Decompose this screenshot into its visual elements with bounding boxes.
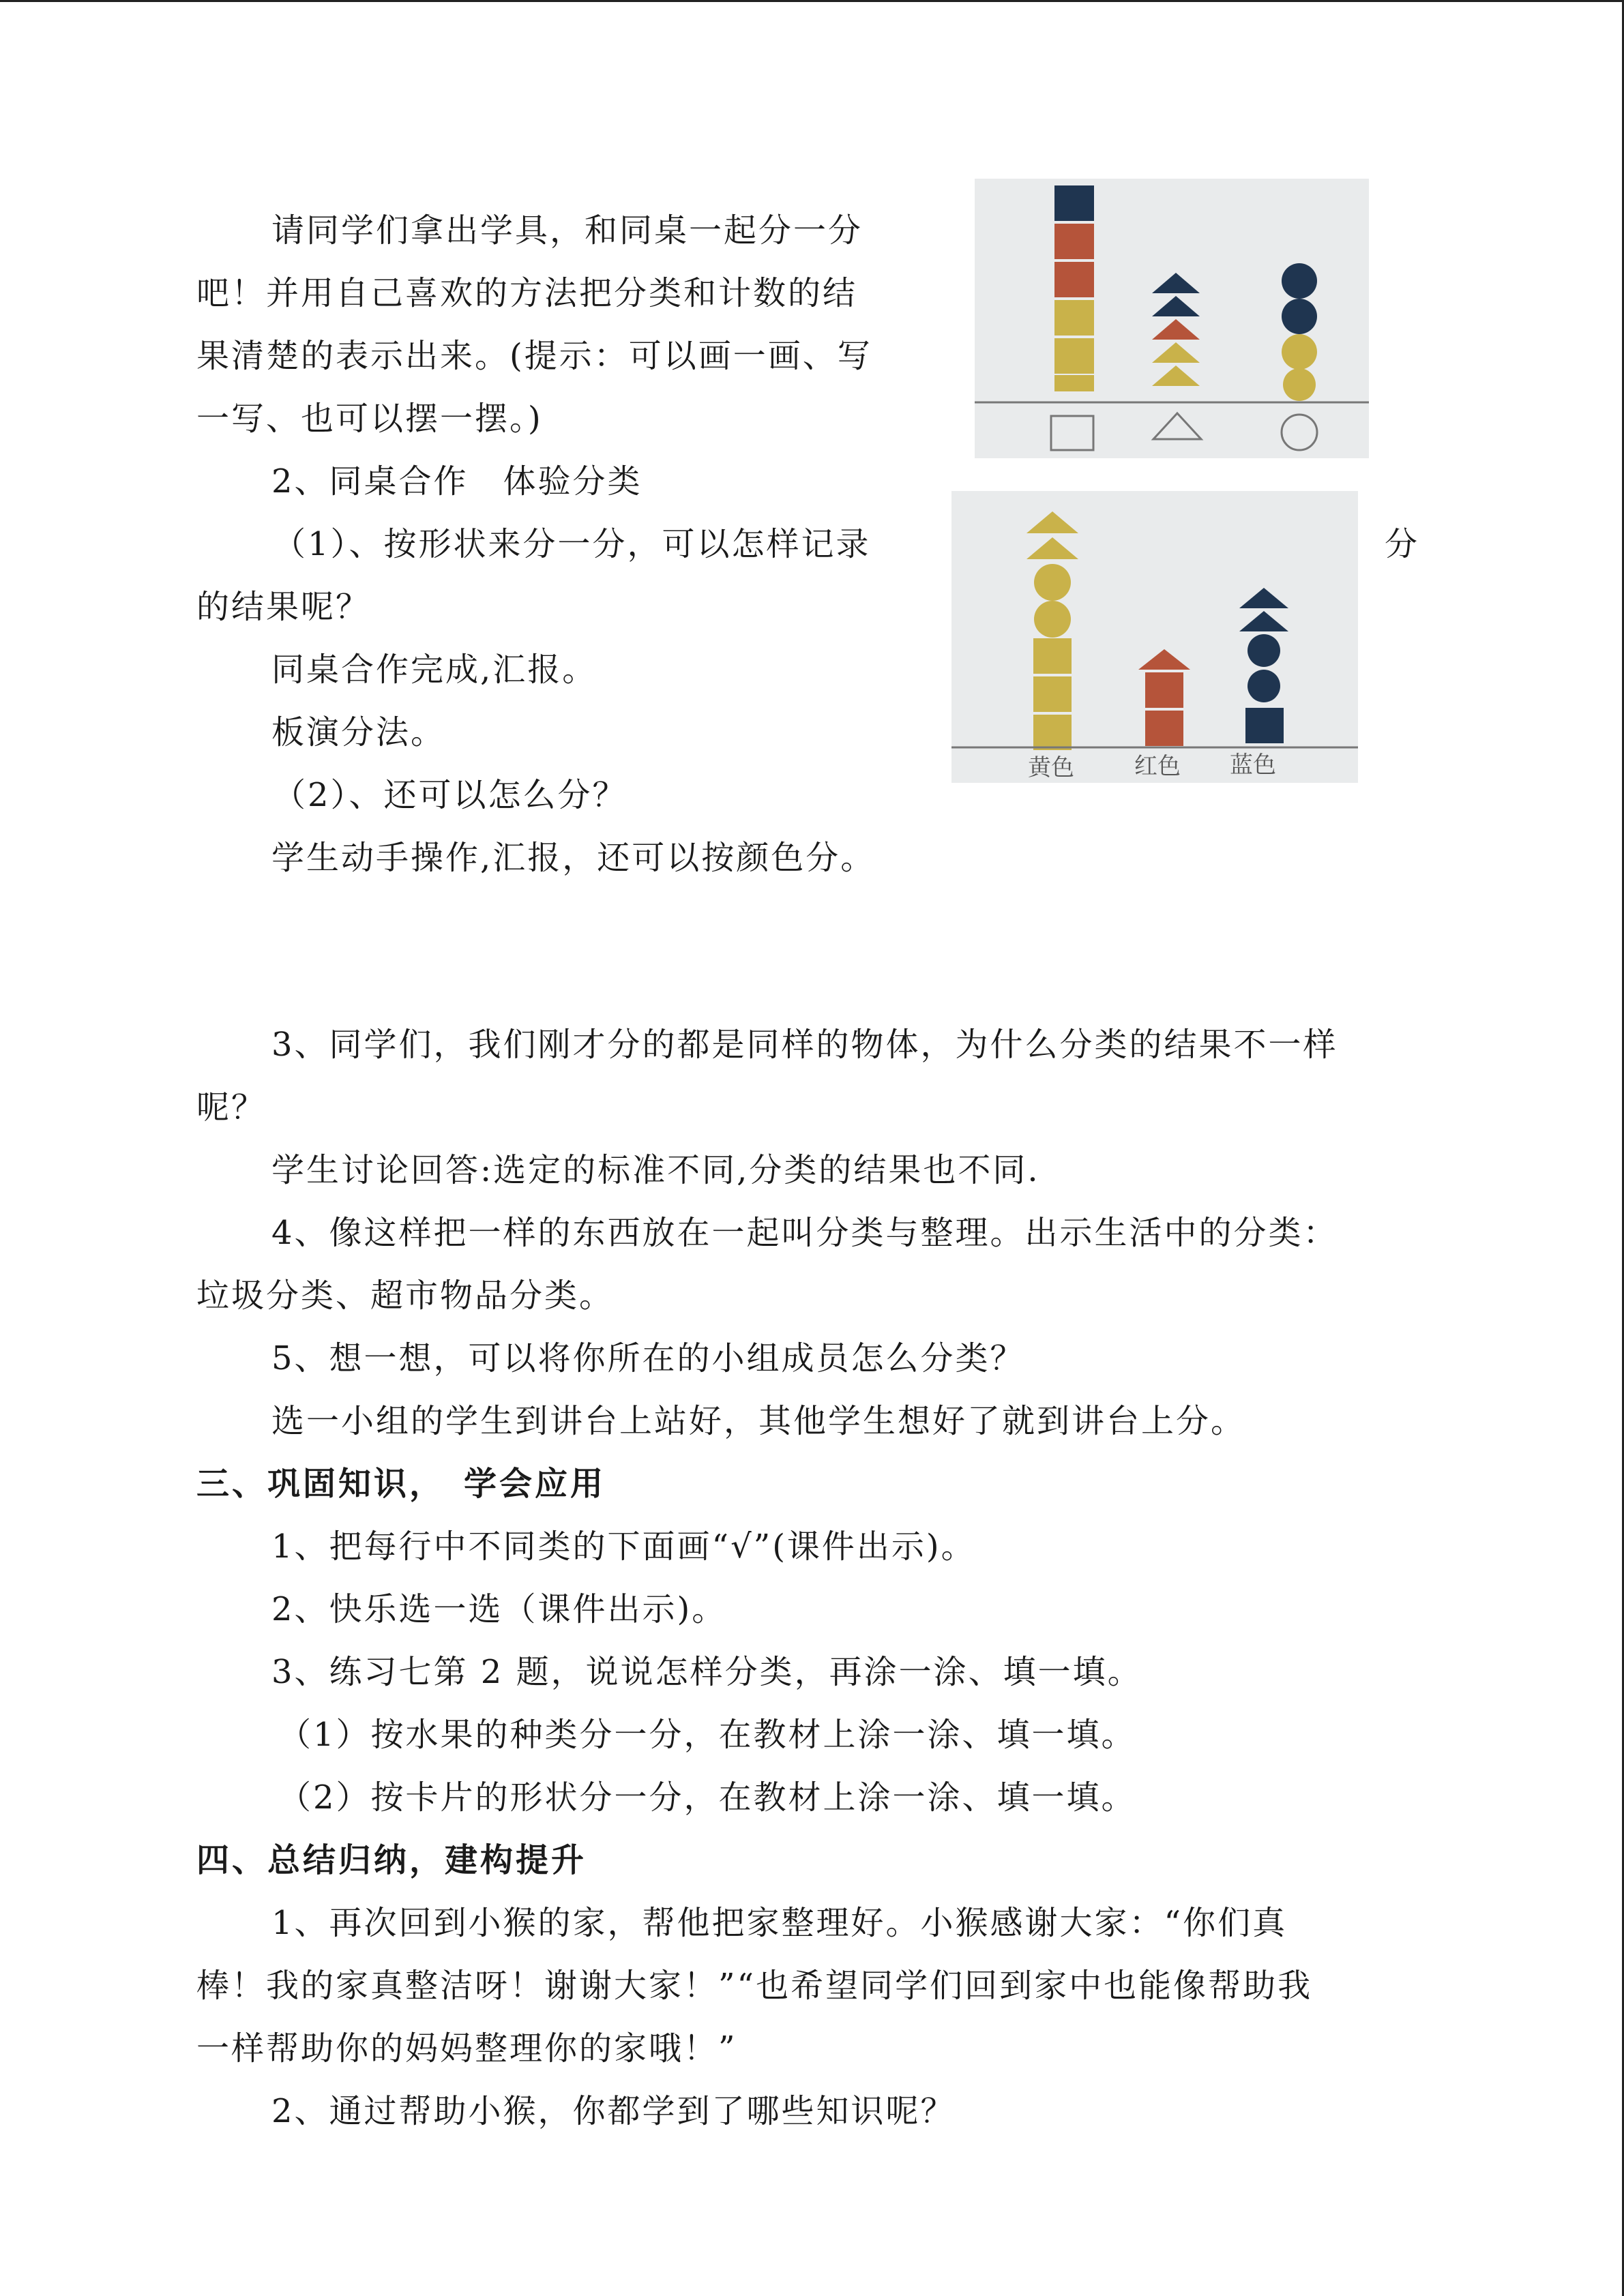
photo-shapes-drawing [975, 179, 1369, 458]
paragraph-line: 吧！并用自己喜欢的方法把分类和计数的结 [196, 274, 858, 312]
photo-sorted-by-shape [975, 179, 1369, 458]
paragraph-line: 同桌合作完成,汇报。 [271, 651, 597, 689]
paragraph-line: 的结果呢？ [196, 588, 371, 626]
paragraph-line: 2、快乐选一选（课件出示)。 [271, 1590, 727, 1628]
paragraph-line: 5、想一想，可以将你所在的小组成员怎么分类？ [271, 1339, 1025, 1377]
paragraph-line: 棒！我的家真整洁呀！谢谢大家！”“也希望同学们回到家中也能像帮助我 [196, 1967, 1313, 2005]
section-subtitle: 2、同桌合作 体验分类 [271, 462, 643, 501]
paragraph-line: （2）按卡片的形状分一分，在教材上涂一涂、填一填。 [278, 1778, 1136, 1817]
paragraph-line: 请同学们拿出学具，和同桌一起分一分 [271, 211, 863, 250]
paragraph-line: （2）、还可以怎么分？ [273, 776, 628, 814]
paragraph-line: 一样帮助你的妈妈整理你的家哦！” [196, 2029, 737, 2068]
paragraph-line: 1、再次回到小猴的家，帮他把家整理好。小猴感谢大家：“你们真 [271, 1904, 1288, 1942]
photo-colors-drawing [951, 491, 1358, 783]
photo-sorted-by-color [951, 491, 1358, 783]
paragraph-line: 2、通过帮助小猴，你都学到了哪些知识呢？ [271, 2092, 956, 2130]
paragraph-line: 呢？ [196, 1088, 267, 1127]
paragraph-line: （1）按水果的种类分一分，在教材上涂一涂、填一填。 [278, 1716, 1136, 1754]
page-border-top [0, 0, 1624, 2]
paragraph-line: 1、把每行中不同类的下面画“√”(课件出示)。 [271, 1527, 976, 1566]
photo-label-yellow: 黄色 [1028, 754, 1074, 781]
section-heading: 四、总结归纳，建构提升 [196, 1841, 587, 1879]
paragraph-line: （1）、按形状来分一分，可以怎样记录 [273, 525, 871, 563]
paragraph-line: 选一小组的学生到讲台上站好，其他学生想好了就到讲台上分。 [271, 1402, 1246, 1440]
photo-label-blue: 蓝色 [1230, 751, 1276, 779]
paragraph-line: 4、像这样把一样的东西放在一起叫分类与整理。出示生活中的分类： [271, 1214, 1338, 1252]
paragraph-line: 学生讨论回答:选定的标准不同,分类的结果也不同. [271, 1151, 1040, 1189]
paragraph-line: 垃圾分类、超市物品分类。 [196, 1277, 615, 1315]
paragraph-line: 学生动手操作,汇报，还可以按颜色分。 [271, 839, 876, 877]
paragraph-line-continuation: 分 [1385, 525, 1420, 563]
paragraph-line: 板演分法。 [271, 713, 446, 751]
paragraph-line: 3、练习七第 2 题，说说怎样分类，再涂一涂、填一填。 [271, 1653, 1142, 1691]
paragraph-line: 一写、也可以摆一摆。) [196, 400, 543, 438]
paragraph-line: 3、同学们，我们刚才分的都是同样的物体，为什么分类的结果不一样 [271, 1026, 1338, 1064]
section-heading: 三、巩固知识， 学会应用 [196, 1465, 606, 1503]
paragraph-line: 果清楚的表示出来。(提示：可以画一画、写 [196, 337, 872, 375]
photo-label-red: 红色 [1134, 753, 1181, 780]
